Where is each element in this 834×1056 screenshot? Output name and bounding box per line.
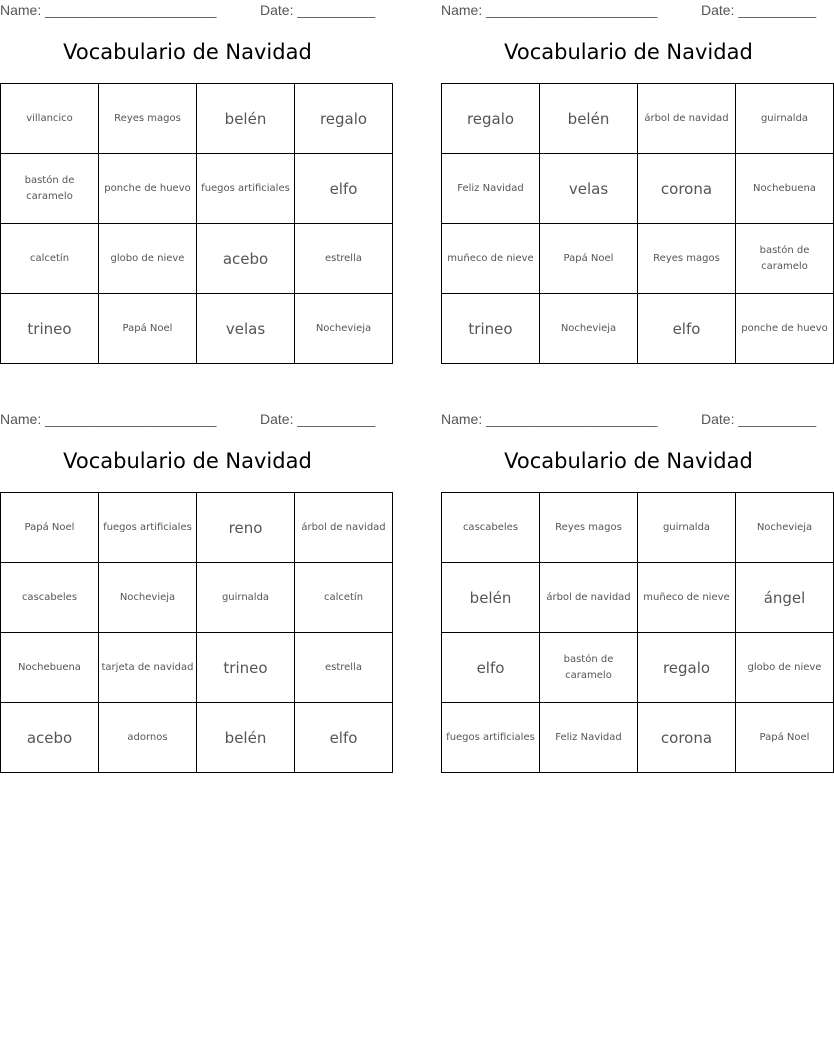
grid-cell: elfo [295, 154, 393, 224]
grid-cell: elfo [638, 294, 736, 364]
bingo-grid [441, 83, 834, 364]
grid-cell: cascabeles [1, 563, 99, 633]
name-field: Name: ______________________ [0, 2, 217, 18]
card-title: Vocabulario de Navidad [504, 40, 753, 64]
grid-cell: bastón de caramelo [1, 154, 99, 224]
grid-cell: estrella [295, 633, 393, 703]
grid-row [1, 84, 393, 154]
grid-row [1, 294, 393, 364]
grid-cell: velas [197, 294, 295, 364]
grid-cell: bastón de caramelo [736, 224, 834, 294]
grid-row [1, 703, 393, 773]
grid-row [442, 633, 834, 703]
grid-cell: regalo [295, 84, 393, 154]
grid-cell: ángel [736, 563, 834, 633]
card-title: Vocabulario de Navidad [63, 40, 312, 64]
card-header [441, 0, 816, 20]
grid-cell: reno [197, 493, 295, 563]
grid-cell: trineo [442, 294, 540, 364]
grid-row [1, 224, 393, 294]
grid-cell: villancico [1, 84, 99, 154]
grid-cell: muñeco de nieve [638, 563, 736, 633]
grid-cell: estrella [295, 224, 393, 294]
grid-row [1, 633, 393, 703]
grid-cell: acebo [1, 703, 99, 773]
grid-cell: ponche de huevo [99, 154, 197, 224]
grid-cell: guirnalda [197, 563, 295, 633]
grid-cell: trineo [197, 633, 295, 703]
grid-cell: guirnalda [736, 84, 834, 154]
date-field: Date: __________ [260, 411, 376, 427]
name-field: Name: ______________________ [441, 2, 658, 18]
grid-cell: calcetín [295, 563, 393, 633]
grid-row [1, 563, 393, 633]
card-title: Vocabulario de Navidad [63, 449, 312, 473]
grid-cell: cascabeles [442, 493, 540, 563]
grid-cell: muñeco de nieve [442, 224, 540, 294]
grid-cell: Nochevieja [295, 294, 393, 364]
grid-cell: belén [197, 84, 295, 154]
grid-cell: Nochebuena [1, 633, 99, 703]
grid-cell: regalo [442, 84, 540, 154]
grid-cell: Reyes magos [99, 84, 197, 154]
grid-row [442, 563, 834, 633]
bingo-grid [441, 492, 834, 773]
grid-cell: belén [540, 84, 638, 154]
grid-cell: velas [540, 154, 638, 224]
name-field: Name: ______________________ [0, 411, 217, 427]
date-field: Date: __________ [701, 411, 817, 427]
date-field: Date: __________ [701, 2, 817, 18]
grid-cell: árbol de navidad [638, 84, 736, 154]
grid-cell: trineo [1, 294, 99, 364]
grid-cell: Feliz Navidad [540, 703, 638, 773]
grid-cell: belén [197, 703, 295, 773]
grid-row [442, 294, 834, 364]
grid-cell: Papá Noel [99, 294, 197, 364]
name-field: Name: ______________________ [441, 411, 658, 427]
grid-row [442, 703, 834, 773]
grid-cell: corona [638, 703, 736, 773]
grid-cell: árbol de navidad [295, 493, 393, 563]
grid-cell: árbol de navidad [540, 563, 638, 633]
grid-cell: Nochevieja [736, 493, 834, 563]
grid-cell: ponche de huevo [736, 294, 834, 364]
grid-row [442, 493, 834, 563]
grid-cell: fuegos artificiales [99, 493, 197, 563]
grid-row [442, 84, 834, 154]
grid-cell: acebo [197, 224, 295, 294]
grid-cell: Feliz Navidad [442, 154, 540, 224]
grid-cell: Papá Noel [736, 703, 834, 773]
bingo-grid [0, 83, 393, 364]
grid-cell: adornos [99, 703, 197, 773]
grid-row [442, 154, 834, 224]
grid-row [1, 154, 393, 224]
grid-cell: fuegos artificiales [442, 703, 540, 773]
card-header [0, 409, 375, 429]
grid-cell: Reyes magos [540, 493, 638, 563]
grid-cell: belén [442, 563, 540, 633]
card-header [441, 409, 816, 429]
grid-cell: Nochevieja [540, 294, 638, 364]
grid-row [1, 493, 393, 563]
grid-cell: globo de nieve [99, 224, 197, 294]
grid-cell: globo de nieve [736, 633, 834, 703]
grid-cell: Nochebuena [736, 154, 834, 224]
grid-cell: calcetín [1, 224, 99, 294]
grid-cell: elfo [295, 703, 393, 773]
date-field: Date: __________ [260, 2, 376, 18]
card-title: Vocabulario de Navidad [504, 449, 753, 473]
grid-cell: regalo [638, 633, 736, 703]
grid-cell: Nochevieja [99, 563, 197, 633]
grid-cell: fuegos artificiales [197, 154, 295, 224]
grid-cell: Papá Noel [540, 224, 638, 294]
grid-cell: corona [638, 154, 736, 224]
bingo-grid [0, 492, 393, 773]
grid-cell: Papá Noel [1, 493, 99, 563]
card-header [0, 0, 375, 20]
grid-cell: Reyes magos [638, 224, 736, 294]
grid-cell: tarjeta de navidad [99, 633, 197, 703]
grid-cell: elfo [442, 633, 540, 703]
grid-cell: guirnalda [638, 493, 736, 563]
grid-row [442, 224, 834, 294]
grid-cell: bastón de caramelo [540, 633, 638, 703]
